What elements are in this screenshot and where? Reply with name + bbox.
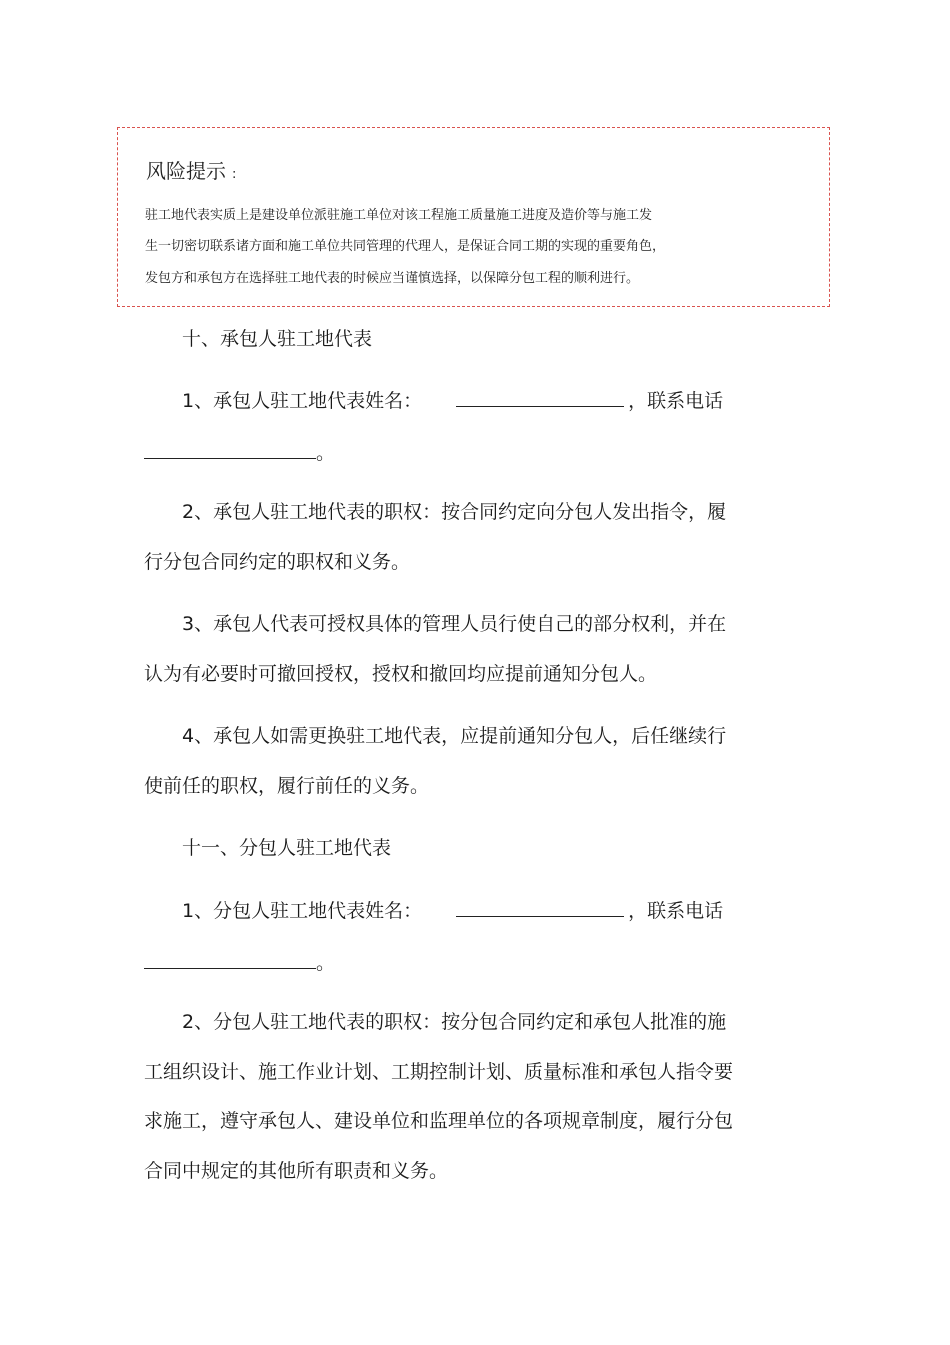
risk-notice-box [117,127,830,307]
section-10-item-3-line-2: 认为有必要时可撤回授权，授权和撤回均应提前通知分包人。 [144,663,658,685]
risk-notice-title [146,155,236,184]
section-10-item-4-line-2: 使前任的职权，履行前任的义务。 [144,775,430,797]
section-11-item-1-line-2 [144,948,335,975]
risk-title-colon: : [232,167,237,182]
section-10-item-1-line-2 [144,438,335,465]
section-11-heading: 十一、分包人驻工地代表 [182,837,392,859]
section-10-item-1-line-1 [182,386,723,413]
rep-name-label: 1、承包人驻工地代表姓名： [182,390,423,412]
sub-phone-blank[interactable] [144,949,316,969]
sub-phone-label: ，联系电话 [628,900,724,922]
section-11-item-2-line-1: 2、分包人驻工地代表的职权：按分包合同约定和承包人批准的施 [182,1011,727,1033]
section-10-item-4-line-1: 4、承包人如需更换驻工地代表，应提前通知分包人，后任继续行 [182,725,727,747]
section-10-item-2-line-2: 行分包合同约定的职权和义务。 [144,551,411,573]
section-10-item-3-line-1: 3、承包人代表可授权具体的管理人员行使自己的部分权利，并在 [182,613,727,635]
phone-blank[interactable] [144,439,316,459]
section-10-item-2-line-1: 2、承包人驻工地代表的职权：按合同约定向分包人发出指令，履 [182,501,727,523]
risk-line-2: 生一切密切联系诸方面和施工单位共同管理的代理人，是保证合同工期的实现的重要角色， [145,239,666,254]
risk-line-3: 发包方和承包方在选择驻工地代表的时候应当谨慎选择，以保障分包工程的顺利进行。 [145,271,640,286]
sub-rep-name-label: 1、分包人驻工地代表姓名： [182,900,423,922]
section-11-item-2-line-2: 工组织设计、施工作业计划、工期控制计划、质量标准和承包人指令要 [144,1061,734,1083]
risk-line-1: 驻工地代表实质上是建设单位派驻施工单位对该工程施工质量施工进度及造价等与施工发 [145,208,653,223]
section-11-item-2-line-4: 合同中规定的其他所有职责和义务。 [144,1160,449,1182]
phone-label: ，联系电话 [628,390,724,412]
period-mark: 。 [316,442,336,464]
rep-name-blank[interactable] [456,387,624,407]
sub-rep-name-blank[interactable] [456,897,624,917]
sub-period-mark: 。 [316,952,336,974]
section-11-item-2-line-3: 求施工，遵守承包人、建设单位和监理单位的各项规章制度，履行分包 [144,1110,734,1132]
section-10-heading: 十、承包人驻工地代表 [182,328,373,350]
section-11-item-1-line-1 [182,896,723,923]
risk-title-text: 风险提示 [146,159,226,183]
